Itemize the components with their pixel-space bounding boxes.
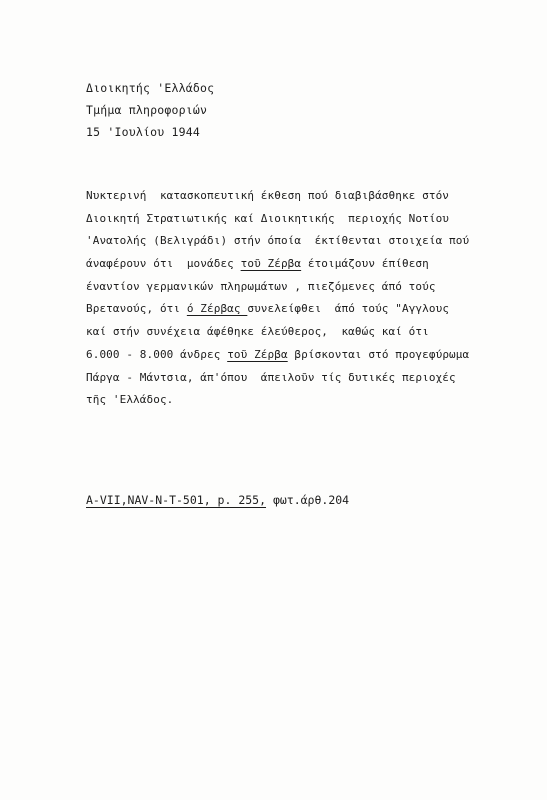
body-line-6: [86, 298, 469, 321]
archive-reference: [86, 490, 349, 510]
underlined-zervas-3: τοῦ Ζέρβα: [227, 347, 288, 361]
body-line-1: Νυκτερινή κατασκοπευτική έκθεση πού διαβιβάσθηκε στόν: [86, 189, 450, 202]
body-line-4-end: έτοιμάζουν έπίθεση: [301, 257, 429, 271]
body-line-6-end: συνελείφθει άπό τούς "Αγγλους: [247, 302, 450, 316]
header-authority: Διοικητής 'Ελλάδος: [86, 81, 215, 95]
body-line-5: έναντίον γερμανικών πληρωμάτων , πιεζόμενες άπό τούς: [86, 279, 436, 293]
body-line-6-start: Βρετανούς, ότι: [86, 302, 187, 316]
body-line-4: [86, 253, 469, 276]
underlined-zervas-2: ό Ζέρβας: [186, 302, 248, 316]
archive-reference-tail: φωτ.άρθ.204: [266, 493, 350, 507]
body-line-4-start: άναφέρουν ότι μονάδες: [86, 257, 241, 271]
body-line-8-start: 6.000 - 8.000 άνδρες: [86, 347, 228, 361]
archive-reference-underlined: A-VII,NAV-N-T-501, p. 255,: [86, 493, 267, 507]
body-line-8-end: βρίσκονται στό προγεφύρωμα: [287, 347, 470, 361]
body-line-7: καί στήν συνέχεια άφέθηκε έλεύθερος, καθώς καί ότι: [86, 325, 429, 339]
body-line-8: [86, 344, 469, 367]
body-line-9: Πάργα - Μάντσια, άπ'όπου άπειλοῦν τίς δυτικές περιοχές: [86, 370, 456, 384]
underlined-zervas-1: τοῦ Ζέρβα: [240, 257, 302, 271]
header-date: 15 'Ιουλίου 1944: [86, 125, 200, 139]
header-department: Τμήμα πληροφοριών: [86, 103, 208, 117]
body-line-10: τῆς 'Ελλάδος.: [86, 393, 174, 407]
body-line-3: 'Ανατολής (Βελιγράδι) στήν όποία έκτίθενται στοιχεία πού: [86, 234, 470, 248]
body-line-2: Διοικητή Στρατιωτικής καί Διοικητικής περιοχής Νοτίου: [86, 211, 450, 225]
document-header: [86, 77, 214, 143]
document-body: [86, 185, 469, 412]
